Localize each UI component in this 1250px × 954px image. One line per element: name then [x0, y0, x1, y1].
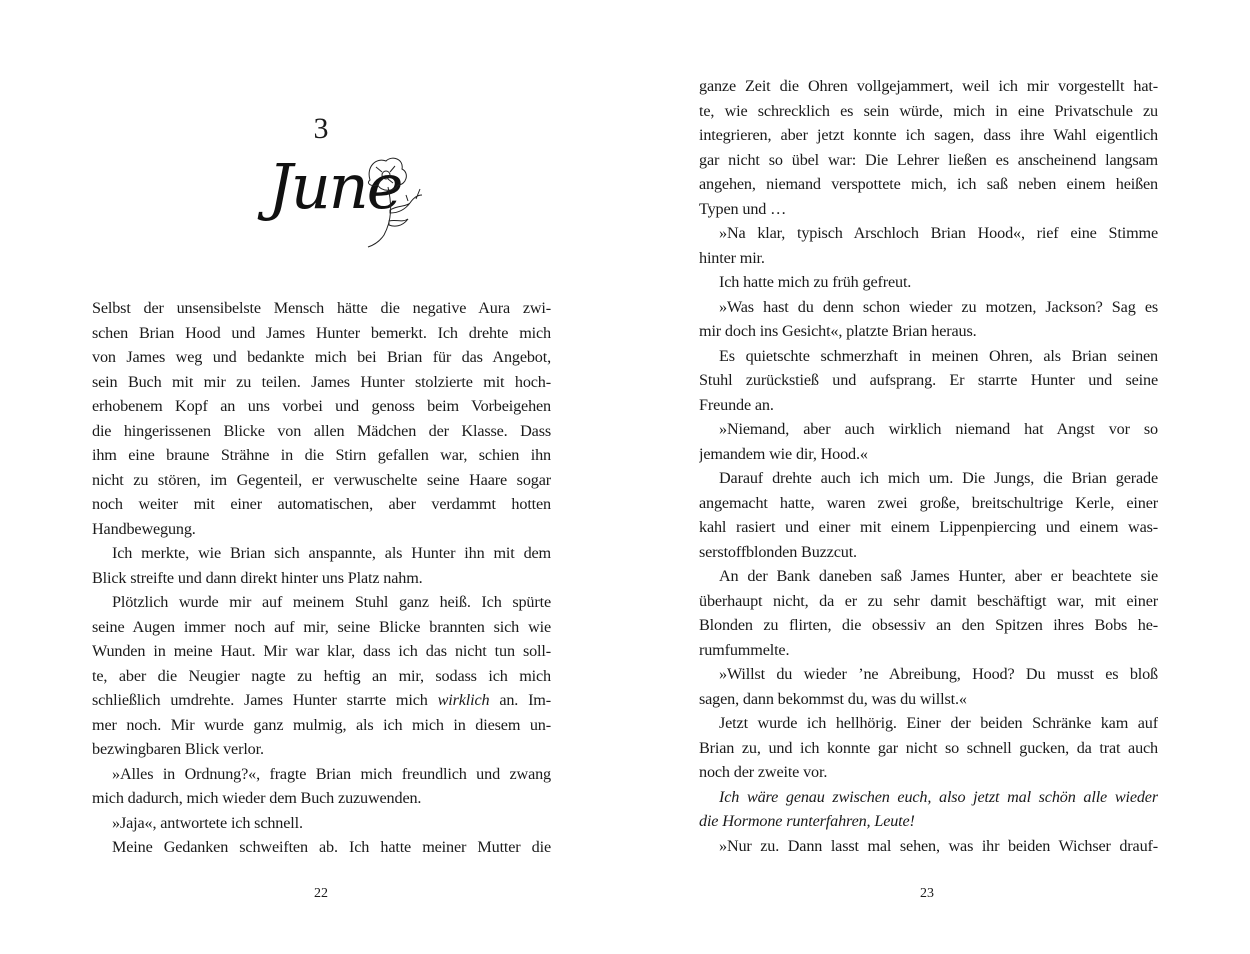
text-line: »Alles in Ordnung?«, fragte Brian mich freundlich und zwang: [112, 764, 551, 783]
text-line: serstoffblonden Buzzcut.: [699, 542, 857, 561]
text-line: noch weiter mit einer automatischen, aber verdammt hotten: [92, 495, 551, 513]
text-line: te, aber die Neugier nagte zu heftig an mir, sodass ich mich: [92, 666, 551, 685]
text-line: erhobenem Kopf an uns vorbei und genoss beim Vorbeigehen: [92, 397, 551, 415]
text-line: überhaupt nicht, da er zu sehr damit beschäftigt war, mit einer: [699, 591, 1158, 610]
text-line: Jetzt wurde ich hellhörig. Einer der beiden Schränke kam auf: [719, 714, 1158, 732]
text-line: Darauf drehte auch ich mich um. Die Jungs, die Brian gerade: [719, 469, 1158, 487]
text-line: Wunden in meine Haut. Mir war klar, dass ich das nicht tun soll-: [92, 642, 551, 660]
text-line: Blonden zu flirten, die obsessiv an den Spitzen ihres Bobs he-: [699, 616, 1158, 634]
text-line: »Na klar, typisch Arschloch Brian Hood«, rief eine Stimme: [719, 224, 1158, 242]
text-line: mer noch. Mir wurde ganz mulmig, als ich mich in diesem un-: [92, 715, 551, 734]
text-line: »Niemand, aber auch wirklich niemand hat Angst vor so: [719, 420, 1158, 438]
text-line: Ich wäre genau zwischen euch, also jetzt mal schön alle wieder: [719, 787, 1158, 806]
text-line: integrieren, aber jetzt konnte ich sagen, dass ihre Wahl eigentlich: [699, 126, 1158, 144]
text-line: An der Bank daneben saß James Hunter, aber er beachtete sie: [719, 567, 1158, 585]
chapter-title: June: [268, 150, 402, 223]
body-text: [699, 74, 1158, 858]
text-line: hinter mir.: [699, 248, 765, 267]
text-line: Meine Gedanken schweiften ab. Ich hatte meiner Mutter die: [112, 838, 551, 856]
text-line: die hingerissenen Blicke von allen Mädchen der Klasse. Dass: [92, 421, 551, 440]
page-number: 22: [314, 886, 328, 901]
text-line: angehen, niemand verspottete mich, ich saß neben einem heißen: [699, 175, 1158, 193]
text-line: jemandem wie dir, Hood.«: [699, 444, 868, 463]
text-line: Ich hatte mich zu früh gefreut.: [719, 273, 912, 291]
text-line: kahl rasiert und einer mit einem Lippenpiercing und einem was-: [699, 518, 1158, 536]
text-line: noch der zweite vor.: [699, 763, 828, 781]
body-text: [92, 296, 551, 860]
text-line: mir doch ins Gesicht«, platzte Brian heraus.: [699, 322, 977, 340]
chapter-number: 3: [313, 112, 329, 145]
text-line: Brian zu, und ich konnte gar nicht so schnell gucken, da trat auch: [699, 738, 1158, 757]
text-line: sagen, dann bekommst du, was du willst.«: [699, 689, 967, 708]
text-line: Handbewegung.: [92, 519, 196, 538]
text-line: sein Buch mit mir zu teilen. James Hunter stolzierte mit hoch-: [92, 372, 551, 391]
text-line: te, wie schrecklich es sein würde, mich in eine Privatschule zu: [699, 101, 1158, 120]
text-segment: schließlich umdrehte. James Hunter starrte mich: [92, 691, 438, 709]
text-line: Freunde an.: [699, 395, 774, 414]
text-line: Ich merkte, wie Brian sich anspannte, als Hunter ihn mit dem: [112, 544, 551, 562]
text-line: »Willst du wieder ’ne Abreibung, Hood? Du musst es bloß: [719, 665, 1158, 683]
text-line: von James weg und bedankte mich bei Brian für das Angebot,: [92, 348, 551, 366]
text-line: nicht zu stören, im Gegenteil, er verwuschelte seine Haare sogar: [92, 470, 551, 489]
text-line: Blick streifte und dann direkt hinter uns Platz nahm.: [92, 568, 423, 587]
right-page: [625, 0, 1250, 954]
text-line: »Jaja«, antwortete ich schnell.: [112, 813, 303, 832]
page-number: 23: [920, 886, 934, 901]
text-line: schen Brian Hood und James Hunter bemerkt. Ich drehte mich: [92, 323, 551, 342]
text-line: [92, 688, 551, 713]
text-line: Es quietschte schmerzhaft in meinen Ohren, als Brian seinen: [719, 346, 1158, 365]
text-line: ihm eine braune Strähne in die Stirn gefallen war, schien ihn: [92, 446, 551, 464]
text-line: mich dadurch, mich wieder dem Buch zuzuwenden.: [92, 789, 422, 807]
text-segment: an. Im-: [489, 691, 551, 709]
text-line: Selbst der unsensibelste Mensch hätte die negative Aura zwi-: [92, 299, 551, 317]
text-line: bezwingbaren Blick verlor.: [92, 740, 264, 758]
text-line: Stuhl zurückstieß und aufsprang. Er starrte Hunter und seine: [699, 371, 1158, 389]
text-line: Typen und …: [699, 199, 787, 218]
text-line: ganze Zeit die Ohren vollgejammert, weil ich mir vorgestellt hat-: [699, 77, 1158, 95]
text-line: »Was hast du denn schon wieder zu motzen, Jackson? Sag es: [719, 297, 1158, 316]
text-line: Plötzlich wurde mir auf meinem Stuhl ganz heiß. Ich spürte: [112, 593, 551, 611]
poppy-flower-icon: [362, 155, 432, 250]
text-line: seine Augen immer noch auf mir, seine Blicke brannten sich wie: [92, 617, 551, 636]
text-line: gar nicht so übel war: Die Lehrer ließen es anscheinend langsam: [699, 150, 1158, 169]
text-line: rumfummelte.: [699, 640, 790, 659]
text-line: die Hormone runterfahren, Leute!: [699, 812, 915, 830]
text-line: »Nur zu. Dann lasst mal sehen, was ihr beiden Wichser drauf-: [719, 836, 1158, 855]
emphasis-text: wirklich: [437, 691, 490, 709]
text-line: angemacht hatte, waren zwei große, breitschultrige Kerle, einer: [699, 493, 1158, 512]
